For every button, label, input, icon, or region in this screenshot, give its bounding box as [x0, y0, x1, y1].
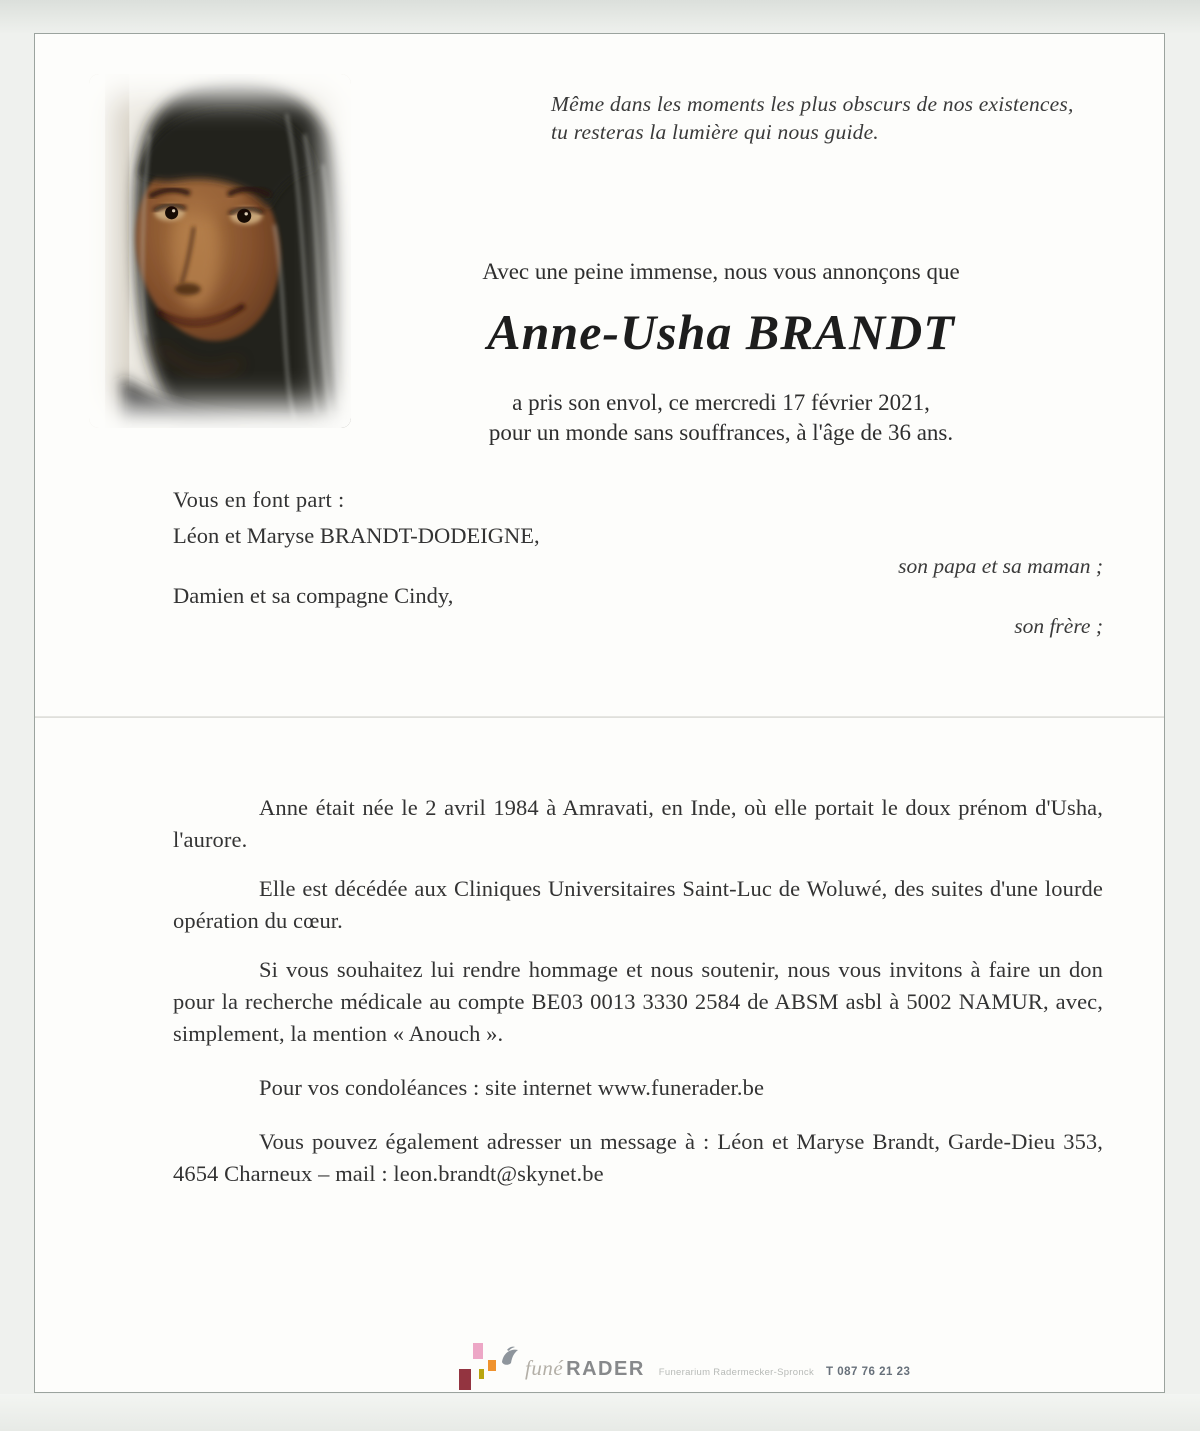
paragraph-death: Elle est décédée aux Cliniques Universitaires Saint-Luc de Woluwé, des suites d'une lourde opération du cœur.: [173, 876, 1103, 933]
brand-prefix: funé: [525, 1356, 564, 1380]
maroon-square: [459, 1369, 471, 1390]
paragraph-donation: Si vous souhaitez lui rendre hommage et nous soutenir, nous vous invitons à faire un don pour la recherche médicale au compte BE03 0013 3330 2584 de ABSM asbl à 5002 NAMUR, avec, simplement, la mention « Anouch ».: [173, 957, 1103, 1046]
memorial-quote: [551, 90, 1151, 146]
scanner-background-top: [0, 0, 1200, 33]
deceased-name: Anne-Usha BRANDT: [487, 304, 955, 360]
brand-subtitle: Funerarium Radermecker-Spronck: [658, 1367, 815, 1378]
family-entry-relation: son frère ;: [1014, 614, 1103, 638]
scanner-background-bottom: [0, 1394, 1200, 1431]
announcement-block: [421, 258, 1021, 448]
funeral-home-logo: [455, 1332, 910, 1394]
brand-phone: T 087 76 21 23: [826, 1366, 911, 1378]
family-entry-names: Damien et sa compagne Cindy,: [173, 583, 454, 608]
pink-square: [473, 1343, 483, 1359]
memorial-card: [34, 33, 1165, 1393]
death-detail-line-2: pour un monde sans souffrances, à l'âge de 36 ans.: [488, 420, 954, 445]
body-text: [173, 792, 1103, 1207]
family-section: [173, 486, 1103, 640]
logo-squares: [459, 1343, 496, 1390]
quote-line-1: Même dans les moments les plus obscurs de nos existences,: [551, 92, 1074, 116]
portrait-photo: [89, 74, 351, 428]
family-heading: Vous en font part :: [173, 487, 345, 512]
orange-square: [488, 1360, 496, 1371]
bird-icon: [502, 1347, 518, 1365]
death-detail-line-1: a pris son envol, ce mercredi 17 février 2021,: [512, 390, 930, 415]
paragraph-birth: Anne était née le 2 avril 1984 à Amravati, en Inde, où elle portait le doux prénom d'Usha, l'aurore.: [173, 795, 1103, 852]
brand-line: [525, 1356, 910, 1394]
announcement-intro: Avec une peine immense, nous vous annonçons que: [482, 259, 960, 284]
olive-square: [479, 1369, 484, 1379]
portrait-illustration: [89, 74, 351, 428]
logo-mark: [455, 1336, 523, 1394]
paper-fold-line: [35, 716, 1164, 718]
paragraph-condolences: Pour vos condoléances : site internet www.funerader.be: [259, 1075, 765, 1100]
quote-line-2: tu resteras la lumière qui nous guide.: [551, 120, 879, 144]
family-entry-relation: son papa et sa maman ;: [898, 554, 1103, 578]
brand-name: RADER: [566, 1358, 645, 1380]
paragraph-contact: Vous pouvez également adresser un message à : Léon et Maryse Brandt, Garde-Dieu 353, 4654 Charneux – mail : leon.brandt@skynet.be: [173, 1129, 1103, 1186]
family-entry-names: Léon et Maryse BRANDT-DODEIGNE,: [173, 523, 540, 548]
